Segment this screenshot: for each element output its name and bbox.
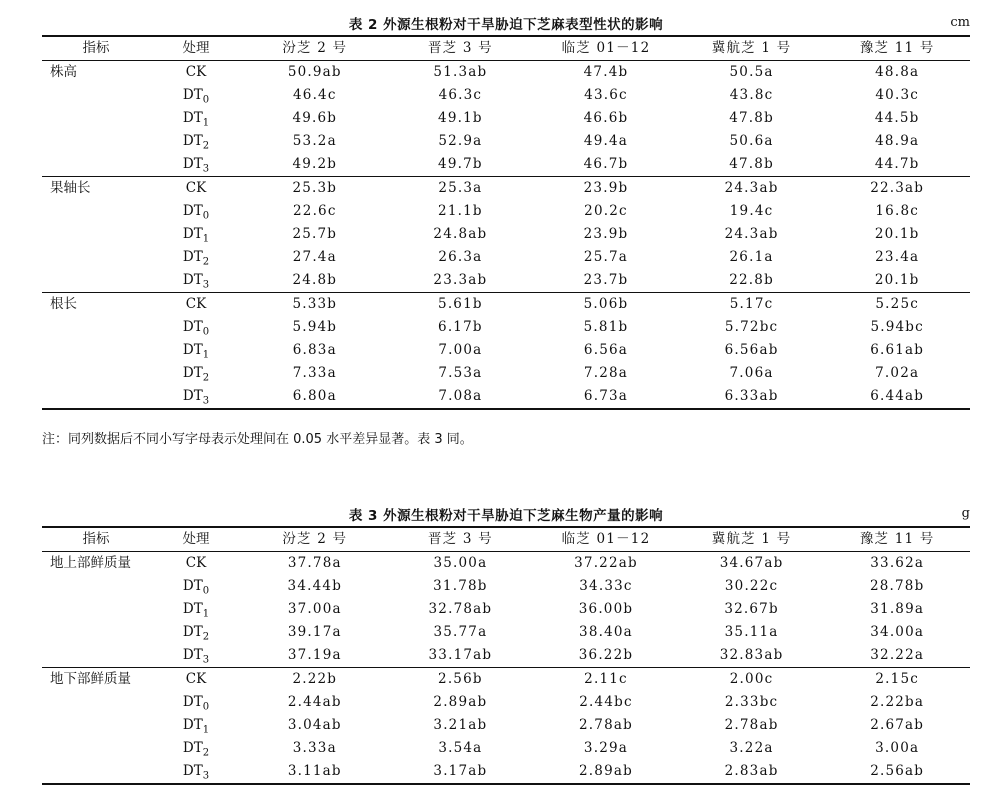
value-cell: 24.8ab: [433, 226, 488, 242]
value-cell: 44.7b: [874, 156, 920, 172]
value-cell: 5.17c: [679, 293, 825, 317]
treatment-subscript: 3: [202, 163, 210, 175]
table-row: [42, 61, 970, 85]
treatment-cell: [150, 61, 242, 85]
value-cell: 47.4b: [583, 64, 629, 80]
value-cell: 2.44ab: [287, 694, 342, 710]
treatment-subscript: 3: [202, 770, 210, 782]
value-cell: 2.89ab: [533, 760, 679, 784]
value-cell: 46.3c: [438, 87, 483, 103]
treatment-base: DT: [182, 647, 203, 663]
treatment-base: DT: [182, 156, 203, 172]
treatment-subscript: 2: [202, 140, 210, 152]
table3-header-indicator: 指标: [42, 527, 150, 552]
value-cell: 38.40a: [579, 624, 633, 640]
table2-header-indicator: 指标: [42, 36, 150, 61]
treatment-base: CK: [185, 64, 207, 80]
value-cell: 34.67ab: [719, 555, 784, 571]
value-cell: 23.7b: [583, 272, 629, 288]
table3: [42, 526, 970, 785]
value-cell: 6.56ab: [724, 342, 779, 358]
indicator-cell: [42, 621, 150, 644]
table-row: [42, 575, 970, 598]
table-row: [42, 362, 970, 385]
table2-unit: cm: [950, 15, 970, 30]
treatment-subscript: 2: [202, 372, 210, 384]
value-cell: 23.3ab: [433, 272, 488, 288]
table-row: [42, 644, 970, 668]
value-cell: 2.22b: [242, 668, 388, 692]
treatment-base: DT: [182, 740, 203, 756]
value-cell: 2.67ab: [870, 717, 925, 733]
value-cell: 53.2a: [292, 133, 337, 149]
value-cell: 19.4c: [729, 203, 774, 219]
value-cell: 16.8c: [875, 203, 919, 219]
treatment-base: DT: [182, 133, 203, 149]
value-cell: 48.9a: [875, 133, 920, 149]
treatment-cell: [150, 200, 242, 223]
value-cell: 6.80a: [242, 385, 388, 409]
value-cell: 2.78ab: [724, 717, 779, 733]
treatment-cell: [150, 575, 242, 598]
value-cell: 23.9b: [533, 177, 679, 201]
indicator-cell: [42, 84, 150, 107]
treatment-base: DT: [182, 601, 203, 617]
treatment-cell: [150, 760, 242, 784]
treatment-subscript: 0: [202, 701, 210, 713]
table-row: [42, 153, 970, 177]
value-cell: 37.19a: [287, 647, 342, 663]
table3-header-col: 冀航芝 1 号: [679, 527, 825, 552]
indicator-cell: 地下部鲜质量: [42, 668, 150, 692]
treatment-base: CK: [185, 296, 207, 312]
treatment-subscript: 2: [202, 631, 210, 643]
treatment-base: DT: [182, 624, 203, 640]
treatment-cell: [150, 177, 242, 201]
table3-header-col: 临芝 01－12: [533, 527, 679, 552]
value-cell: 23.9b: [583, 226, 629, 242]
indicator-cell: [42, 760, 150, 784]
value-cell: 47.8b: [729, 156, 774, 172]
treatment-cell: [150, 153, 242, 177]
value-cell: 49.2b: [292, 156, 338, 172]
treatment-base: DT: [182, 226, 203, 242]
table-row: [42, 293, 970, 317]
table2-caption-row: [42, 9, 970, 35]
indicator-cell: 果轴长: [42, 177, 150, 201]
value-cell: 49.4a: [583, 133, 629, 149]
table-row: [42, 552, 970, 576]
value-cell: 51.3ab: [433, 64, 488, 80]
value-cell: 6.33ab: [679, 385, 825, 409]
indicator-cell: 地上部鲜质量: [50, 555, 131, 571]
table3-body: [42, 552, 970, 785]
table-row: [42, 316, 970, 339]
value-cell: 3.54a: [438, 740, 483, 756]
value-cell: 3.22a: [729, 740, 774, 756]
indicator-cell: [42, 223, 150, 246]
value-cell: 43.8c: [729, 87, 774, 103]
value-cell: 7.00a: [438, 342, 483, 358]
table-row: [42, 737, 970, 760]
table-row: [42, 668, 970, 692]
table-row: [42, 598, 970, 621]
treatment-cell: [150, 130, 242, 153]
value-cell: 22.3ab: [824, 177, 970, 201]
value-cell: 28.78b: [869, 578, 925, 594]
value-cell: 2.11c: [533, 668, 679, 692]
value-cell: 52.9a: [438, 133, 483, 149]
treatment-base: DT: [182, 342, 203, 358]
table3-block: [42, 500, 970, 785]
table-row: [42, 177, 970, 201]
value-cell: 46.6b: [583, 110, 629, 126]
table2-header-row: [42, 36, 970, 61]
value-cell: 7.28a: [583, 365, 629, 381]
value-cell: 49.1b: [438, 110, 483, 126]
value-cell: 37.00a: [287, 601, 342, 617]
table3-header-row: [42, 527, 970, 552]
value-cell: 25.3b: [242, 177, 388, 201]
treatment-cell: [150, 293, 242, 317]
treatment-base: DT: [182, 388, 203, 404]
table3-header-col: 豫芝 11 号: [824, 527, 970, 552]
table-row: [42, 200, 970, 223]
indicator-cell: [42, 246, 150, 269]
value-cell: 32.83ab: [719, 647, 784, 663]
value-cell: 2.44bc: [579, 694, 633, 710]
value-cell: 22.8b: [729, 272, 774, 288]
value-cell: 48.8a: [875, 64, 920, 80]
table-row: [42, 339, 970, 362]
indicator-cell: 株高: [50, 64, 77, 80]
value-cell: 5.94b: [292, 319, 338, 335]
indicator-cell: [42, 269, 150, 293]
value-cell: 6.61ab: [870, 342, 925, 358]
indicator-cell: [42, 691, 150, 714]
value-cell: 7.33a: [292, 365, 337, 381]
value-cell: 49.6b: [292, 110, 338, 126]
value-cell: 25.7b: [292, 226, 338, 242]
treatment-subscript: 2: [202, 747, 210, 759]
table2: [42, 35, 970, 410]
value-cell: 37.78a: [287, 555, 342, 571]
value-cell: 23.4a: [875, 249, 920, 265]
treatment-base: CK: [185, 180, 207, 196]
value-cell: 34.33c: [579, 578, 633, 594]
value-cell: 20.2c: [584, 203, 628, 219]
treatment-cell: [150, 714, 242, 737]
treatment-subscript: 1: [202, 724, 210, 736]
value-cell: 33.17ab: [428, 647, 493, 663]
value-cell: 46.4c: [292, 87, 337, 103]
value-cell: 20.1b: [874, 272, 920, 288]
value-cell: 7.53a: [438, 365, 483, 381]
treatment-subscript: 1: [202, 233, 210, 245]
value-cell: 46.7b: [583, 156, 629, 172]
value-cell: 2.89ab: [433, 694, 488, 710]
value-cell: 36.00b: [578, 601, 634, 617]
treatment-cell: [150, 269, 242, 293]
value-cell: 37.22ab: [574, 555, 638, 571]
treatment-base: CK: [185, 555, 207, 571]
table-row: [42, 130, 970, 153]
treatment-subscript: 1: [202, 349, 210, 361]
treatment-cell: [150, 84, 242, 107]
value-cell: 43.6c: [584, 87, 628, 103]
value-cell: 35.00a: [433, 555, 488, 571]
value-cell: 3.11ab: [242, 760, 388, 784]
treatment-subscript: 3: [202, 395, 210, 407]
treatment-cell: [150, 223, 242, 246]
table-row: [42, 760, 970, 784]
treatment-subscript: 1: [202, 608, 210, 620]
treatment-subscript: 0: [202, 94, 210, 106]
treatment-cell: [150, 552, 242, 576]
indicator-cell: [42, 107, 150, 130]
value-cell: 2.83ab: [679, 760, 825, 784]
treatment-cell: [150, 598, 242, 621]
treatment-base: DT: [182, 319, 203, 335]
value-cell: 2.56b: [388, 668, 534, 692]
value-cell: 49.7b: [438, 156, 483, 172]
indicator-cell: [42, 575, 150, 598]
table2-header-col: 临芝 01－12: [533, 36, 679, 61]
value-cell: 50.9ab: [287, 64, 342, 80]
treatment-base: DT: [182, 110, 203, 126]
value-cell: 31.89a: [870, 601, 925, 617]
value-cell: 2.56ab: [824, 760, 970, 784]
value-cell: 40.3c: [875, 87, 919, 103]
treatment-base: DT: [182, 694, 203, 710]
value-cell: 25.7a: [583, 249, 629, 265]
indicator-cell: [42, 362, 150, 385]
treatment-base: DT: [182, 717, 203, 733]
indicator-cell: [42, 644, 150, 668]
table-row: [42, 385, 970, 409]
table3-header-col: 汾芝 2 号: [242, 527, 388, 552]
value-cell: 50.6a: [729, 133, 774, 149]
value-cell: 27.4a: [292, 249, 337, 265]
treatment-base: DT: [182, 578, 203, 594]
value-cell: 31.78b: [433, 578, 488, 594]
value-cell: 35.77a: [433, 624, 488, 640]
treatment-base: DT: [182, 249, 203, 265]
value-cell: 30.22c: [724, 578, 779, 594]
treatment-cell: [150, 385, 242, 409]
value-cell: 3.29a: [583, 740, 629, 756]
value-cell: 5.94bc: [870, 319, 924, 335]
table-row: [42, 223, 970, 246]
value-cell: 5.33b: [242, 293, 388, 317]
treatment-subscript: 2: [202, 256, 210, 268]
value-cell: 7.08a: [388, 385, 534, 409]
treatment-cell: [150, 737, 242, 760]
value-cell: 34.44b: [287, 578, 343, 594]
value-cell: 3.17ab: [388, 760, 534, 784]
indicator-cell: [42, 737, 150, 760]
value-cell: 50.5a: [729, 64, 774, 80]
treatment-cell: [150, 644, 242, 668]
treatment-cell: [150, 362, 242, 385]
indicator-cell: [42, 714, 150, 737]
table3-caption-row: [42, 500, 970, 526]
value-cell: 26.1a: [729, 249, 774, 265]
table3-caption: 表 3 外源生根粉对干旱胁迫下芝麻生物产量的影响: [348, 508, 664, 524]
value-cell: 26.3a: [438, 249, 483, 265]
value-cell: 6.73a: [533, 385, 679, 409]
treatment-subscript: 1: [202, 117, 210, 129]
value-cell: 32.67b: [724, 601, 779, 617]
value-cell: 6.44ab: [824, 385, 970, 409]
indicator-cell: 根长: [42, 293, 150, 317]
value-cell: 3.00a: [875, 740, 920, 756]
value-cell: 25.3a: [388, 177, 534, 201]
indicator-cell: [42, 339, 150, 362]
value-cell: 24.3ab: [724, 226, 779, 242]
indicator-cell: [42, 385, 150, 409]
value-cell: 39.17a: [287, 624, 342, 640]
table-row: [42, 107, 970, 130]
table2-block: [42, 9, 970, 410]
treatment-cell: [150, 246, 242, 269]
value-cell: 2.22ba: [870, 694, 925, 710]
value-cell: 36.22b: [578, 647, 634, 663]
table-row: [42, 246, 970, 269]
value-cell: 20.1b: [874, 226, 920, 242]
indicator-cell: [42, 598, 150, 621]
treatment-cell: [150, 668, 242, 692]
value-cell: 35.11a: [724, 624, 779, 640]
table2-header-treatment: 处理: [150, 36, 242, 61]
value-cell: 5.61b: [388, 293, 534, 317]
treatment-cell: [150, 107, 242, 130]
treatment-cell: [150, 316, 242, 339]
treatment-subscript: 3: [202, 279, 210, 291]
treatment-base: DT: [182, 272, 203, 288]
value-cell: 34.00a: [870, 624, 925, 640]
value-cell: 2.33bc: [724, 694, 779, 710]
treatment-base: DT: [182, 763, 203, 779]
value-cell: 24.3ab: [679, 177, 825, 201]
value-cell: 24.8b: [292, 272, 338, 288]
treatment-subscript: 0: [202, 210, 210, 222]
value-cell: 22.6c: [292, 203, 337, 219]
value-cell: 32.22a: [870, 647, 925, 663]
treatment-base: DT: [182, 87, 203, 103]
value-cell: 5.25c: [824, 293, 970, 317]
value-cell: 47.8b: [729, 110, 774, 126]
indicator-cell: [42, 316, 150, 339]
value-cell: 7.06a: [729, 365, 774, 381]
table2-header-col: 冀航芝 1 号: [679, 36, 825, 61]
table2-header-col: 汾芝 2 号: [242, 36, 388, 61]
table2-header-col: 豫芝 11 号: [824, 36, 970, 61]
treatment-subscript: 0: [202, 326, 210, 338]
treatment-subscript: 3: [202, 654, 210, 666]
treatment-cell: [150, 339, 242, 362]
treatment-cell: [150, 621, 242, 644]
value-cell: 2.00c: [679, 668, 825, 692]
treatment-base: DT: [182, 203, 203, 219]
table3-header-col: 晋芝 3 号: [388, 527, 534, 552]
table-row: [42, 714, 970, 737]
table3-unit: g: [961, 506, 970, 521]
table2-body: [42, 61, 970, 410]
value-cell: 2.78ab: [579, 717, 633, 733]
indicator-cell: [42, 130, 150, 153]
treatment-subscript: 0: [202, 585, 210, 597]
table2-caption: 表 2 外源生根粉对干旱胁迫下芝麻表型性状的影响: [348, 17, 664, 33]
table3-header-treatment: 处理: [150, 527, 242, 552]
table-row: [42, 621, 970, 644]
value-cell: 32.78ab: [428, 601, 493, 617]
value-cell: 21.1b: [438, 203, 483, 219]
value-cell: 5.81b: [583, 319, 629, 335]
table-row: [42, 269, 970, 293]
treatment-base: DT: [182, 365, 203, 381]
treatment-cell: [150, 691, 242, 714]
value-cell: 5.72bc: [724, 319, 779, 335]
table2-footnote: 注：同列数据后不同小写字母表示处理间在 0.05 水平差异显著。表 3 同。: [42, 432, 473, 447]
value-cell: 3.33a: [292, 740, 337, 756]
indicator-cell: [42, 200, 150, 223]
value-cell: 3.21ab: [433, 717, 488, 733]
value-cell: 6.17b: [438, 319, 483, 335]
table-row: [42, 691, 970, 714]
value-cell: 3.04ab: [287, 717, 342, 733]
value-cell: 7.02a: [875, 365, 920, 381]
value-cell: 2.15c: [824, 668, 970, 692]
value-cell: 6.83a: [292, 342, 337, 358]
value-cell: 33.62a: [870, 555, 925, 571]
value-cell: 44.5b: [874, 110, 920, 126]
value-cell: 6.56a: [583, 342, 629, 358]
treatment-base: CK: [185, 671, 207, 687]
value-cell: 5.06b: [533, 293, 679, 317]
table-row: [42, 84, 970, 107]
table2-header-col: 晋芝 3 号: [388, 36, 534, 61]
indicator-cell: [42, 153, 150, 177]
